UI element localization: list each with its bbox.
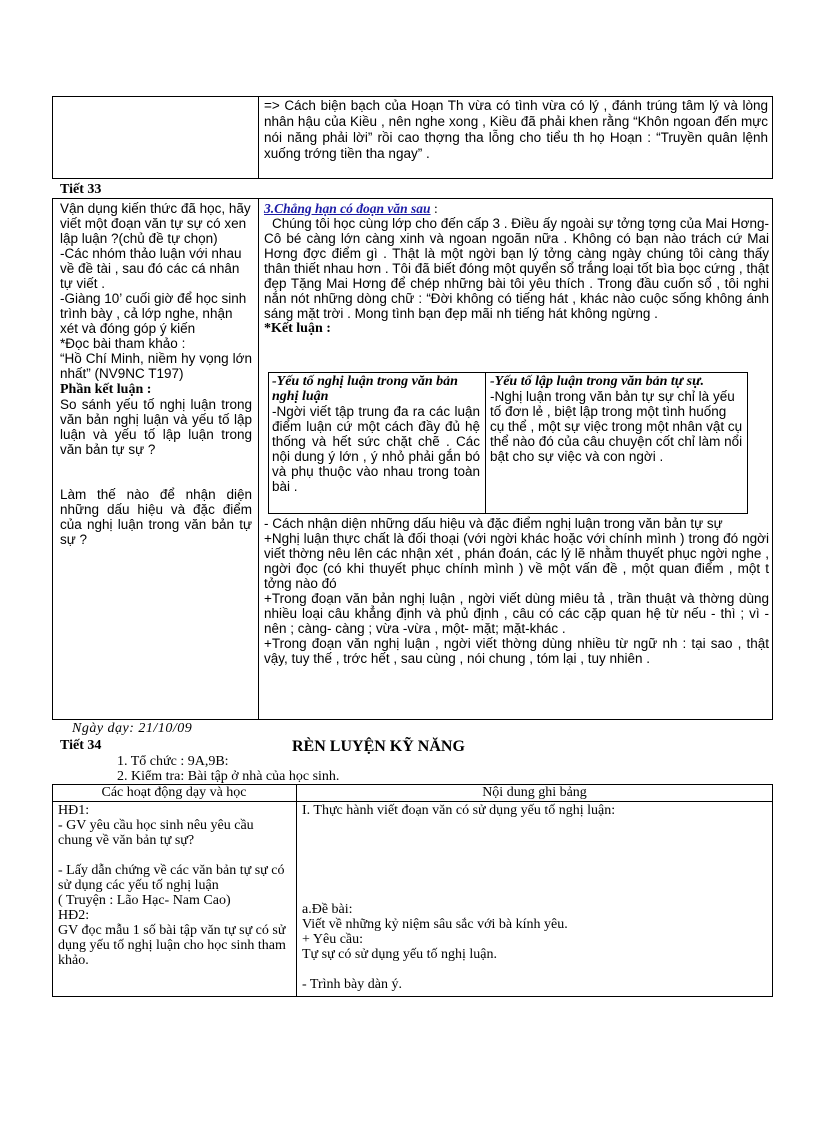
tiet33-table-divider xyxy=(258,198,259,720)
requirement-label: + Yêu cầu: xyxy=(302,932,364,947)
left-p1: Vận dụng kiến thức đã học, hãy viết một đoạn văn tự sự có xen lập luận ?(chủ đề tự chọn) xyxy=(60,201,251,246)
activities-header-line xyxy=(52,801,773,802)
tiet33-right-column xyxy=(264,201,769,336)
activities-right xyxy=(302,803,768,992)
section-i-heading: I. Thực hành viết đoạn văn có sử dụng yếu tố nghị luận: xyxy=(302,803,616,818)
example-paragraph: Chúng tôi học cùng lớp cho đến cấp 3 . Điều ấy ngoài sự tởng tợng của Mai Hơng- Cô bé càng lớn càng xinh và ngoan ngoãn nữa . Không có bạn nào trách cứ Mai Hơng đợc điểm gì . Thật là một ngời bạn lý tởng càng ngày chúng tôi càng thấy thân thiết nhau hơn . Tôi đã biết đóng một quyển sổ trắng loại tốt bìa bọc cứng , thật đẹp Tặng Mai Hơng để chép những bài tôi yêu thích . Trong đầu cuốn sổ , tôi nghi nắn nót những dòng chữ : “Đời không có tiếng hát , khác nào cuộc sống không ánh sáng mặt trời . Mong tình bạn đẹp mãi nh tiếng hát không ngừng . xyxy=(264,216,769,321)
left-p2: -Các nhóm thảo luận với nhau về đề tài , sau đó các cá nhân tự viết . xyxy=(60,246,242,291)
left-p6: So sánh yếu tố nghị luận trong văn bản nghị luận và yếu tố lập luận và yếu tố lập luận trong văn bản tự sự ? xyxy=(60,397,252,457)
activities-left xyxy=(58,803,290,968)
recognition-notes xyxy=(264,516,769,666)
hd1-item1: - GV yêu cầu học sinh nêu yêu cầu chung về văn bản tự sự? xyxy=(58,818,254,848)
left-p7: Làm thế nào để nhận diện những dấu hiệu và đặc điểm của nghị luận trong văn bản tự sự ? xyxy=(60,487,252,547)
hd1-item2: - Lấy dẫn chứng về các văn bản tự sự có sử dụng các yếu tố nghị luận xyxy=(58,863,285,893)
left-p4: *Đọc bài tham khảo : xyxy=(60,336,186,351)
tiet34-title: RÈN LUYỆN KỸ NĂNG xyxy=(292,738,465,755)
teaching-date: Ngày dạy: 21/10/09 xyxy=(72,721,193,736)
hd2-item1: GV đọc mẫu 1 số bài tập văn tự sự có sử dụng yếu tố nghị luận cho học sinh tham khảo. xyxy=(58,923,286,968)
outline-item: - Trình bày dàn ý. xyxy=(302,977,402,992)
comparison-divider xyxy=(485,372,486,514)
tiet33-left-column xyxy=(60,201,252,547)
topic-text: Viết về những kỷ niệm sâu sắc với bà kính yêu. xyxy=(302,917,568,932)
nl-vbnl-heading: -Yếu tố nghị luận trong văn bản nghị luận xyxy=(272,374,458,404)
ll-vbts-body: -Nghị luận trong văn bản tự sự chỉ là yếu tố đơn lẻ , biệt lập trong một tình huống cụ thể , một sự việc trong một nhân vật cụ thể nào đó của câu chuyện cốt chỉ làm nổi bật cho sự việc và con ngời . xyxy=(490,389,743,464)
tiet33-label: Tiết 33 xyxy=(60,182,102,197)
ll-vbts-heading: -Yếu tố lập luận trong văn bản tự sự. xyxy=(490,374,704,389)
col1-header: Các hoạt động dạy và học xyxy=(101,785,247,800)
hd1-item3: ( Truyện : Lão Hạc- Nam Cao) xyxy=(58,893,231,908)
topic-label: a.Đề bài: xyxy=(302,902,353,917)
left-p3: -Giàng 10’ cuối giờ để học sinh trình bày , cả lớp nghe, nhận xét và đóng góp ý kiến xyxy=(60,291,247,336)
top-right-text: => Cách biện bạch của Hoạn Th vừa có tình vừa có lý , đánh trúng tâm lý và lòng nhân hậu của Kiều , nên nghe xong , Kiều đã phải khen rằng “Khôn ngoan đến mực nói năng phải lời” rồi cao thợng tha lỗng cho tiểu th họ Hoạn : “Truyền quân lệnh xuống trớng tiền tha ngay” . xyxy=(264,98,768,161)
nl-vbnl-body: -Ngời viết tập trung đa ra các luận điểm luận cứ một cách đầy đủ hệ thống và hết sức chặt chẽ . Các nội dung ý lớn , ý nhỏ phải gắn bó và phụ thuộc vào nhau trong toàn bài . xyxy=(272,404,480,494)
note-2: +Nghị luận thực chất là đối thoại (với ngời khác hoặc với chính mình ) trong đó ngời viết thờng nêu lên các nhận xét , phán đoán, các lý lẽ nhằm thuyết phục ngời nghe , ngời đọc (có khi thuyết phục chính mình ) về một vấn đề , một quan điểm , một t tởng nào đó xyxy=(264,531,769,591)
conclusion-heading: Phần kết luận : xyxy=(60,382,152,397)
requirement-text: Tự sự có sử dụng yếu tố nghị luận. xyxy=(302,947,498,962)
tiet34-item1: 1. Tổ chức : 9A,9B: xyxy=(117,754,229,769)
example-heading: 3.Chẳng hạn có đoạn văn sau xyxy=(264,201,431,216)
top-table-divider xyxy=(258,96,259,179)
example-heading-colon: : xyxy=(430,201,438,216)
col2-header: Nội dung ghi bảng xyxy=(482,785,587,800)
comparison-right xyxy=(490,374,744,464)
tiet34-item2: 2. Kiểm tra: Bài tập ở nhà của học sinh. xyxy=(117,769,340,784)
left-p5: “Hồ Chí Minh, niềm hy vọng lớn nhất” (NV9NC T197) xyxy=(60,351,252,381)
activities-divider xyxy=(296,784,297,997)
ket-luan-heading: *Kết luận : xyxy=(264,321,331,336)
tiet34-label: Tiết 34 xyxy=(60,738,102,753)
comparison-left xyxy=(272,374,480,494)
note-4: +Trong đoạn văn nghị luận , ngời viết thờng dùng nhiều từ ngữ nh : tại sao , thật vậy, tuy thế , trớc hết , sau cùng , nói chung , tóm lại , tuy nhiên . xyxy=(264,636,769,666)
note-1: - Cách nhận diện những dấu hiệu và đặc điểm nghị luận trong văn bản tự sự xyxy=(264,516,723,531)
note-3: +Trong đoạn văn bản nghị luận , ngời viết dùng miêu tả , trần thuật và thờng dùng nhiều loại câu khẳng định và phủ định , câu có các cặp quan hệ từ nếu - thì ; vì - nên ; càng- càng ; vừa -vừa , một- mặt; mặt-khác . xyxy=(264,591,769,636)
hd1-label: HĐ1: xyxy=(58,803,90,818)
hd2-label: HĐ2: xyxy=(58,908,90,923)
